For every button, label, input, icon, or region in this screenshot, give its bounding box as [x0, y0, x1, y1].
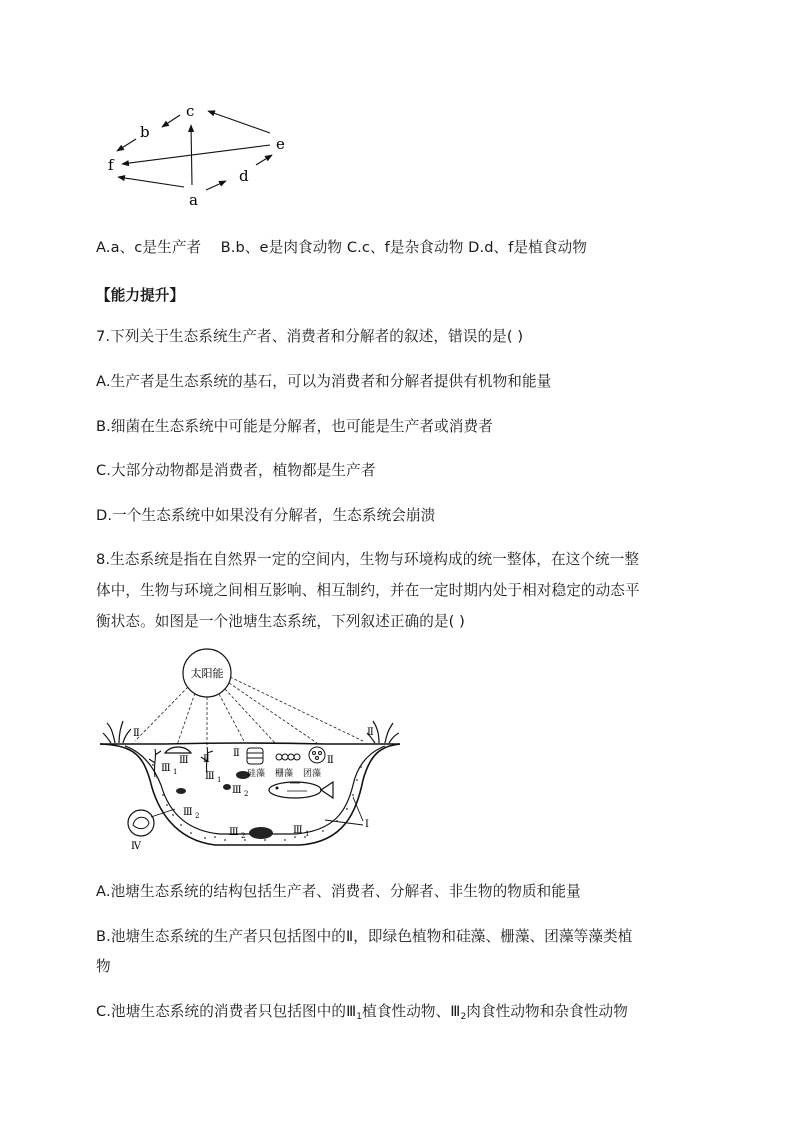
pond-basin-inner — [125, 746, 385, 834]
q8-option-c-part-2: 植食性动物、Ⅲ — [362, 1003, 461, 1020]
arrow-c-to-b — [162, 115, 180, 127]
label-sub-2-b: 2 — [195, 812, 200, 820]
label-iv: Ⅳ — [131, 841, 141, 852]
decomposer-circle — [128, 810, 154, 836]
q8-stem-line-2: 体中，生物与环境之间相互影响、相互制约，并在一定时期内处于相对稳定的动态平 — [96, 582, 640, 599]
label-sub-2-a: 2 — [244, 790, 249, 798]
node-e: e — [276, 135, 285, 153]
water-surface — [100, 743, 400, 744]
arrow-e-to-c — [208, 111, 270, 133]
label-sub-1-b: 1 — [217, 776, 222, 784]
sun-rays — [135, 677, 363, 745]
food-web-diagram — [100, 95, 300, 210]
label-ii-left: Ⅱ — [133, 728, 140, 739]
arrow-d-to-e — [256, 155, 272, 165]
arrow-a-to-d — [206, 181, 226, 190]
pond-ecosystem-figure — [95, 645, 415, 860]
label-sub-1-c: 1 — [305, 830, 310, 838]
sun-label: 太阳能 — [190, 667, 224, 680]
label-ii-water-2: Ⅱ — [233, 748, 240, 759]
node-f: f — [108, 156, 114, 174]
q6-options: A.a、c是生产者 B.b、e是肉食动物 C.c、f是杂食动物 D.d、f是植食动物 — [96, 239, 587, 256]
small-animals — [176, 771, 273, 839]
fish-shape — [269, 782, 333, 798]
arrow-b-to-f — [117, 139, 136, 151]
q8-stem-line-3: 衡状态。如图是一个池塘生态系统，下列叙述正确的是( ) — [96, 613, 465, 630]
arrow-a-to-f — [118, 177, 184, 187]
label-iii-1-a: Ⅲ — [161, 763, 171, 774]
q8-option-b-line-1: B.池塘生态系统的生产者只包括图中的Ⅱ，即绿色植物和硅藻、栅藻、团藻等藻类植 — [96, 928, 633, 945]
node-d: d — [239, 167, 249, 185]
label-iii-water-1: Ⅲ — [179, 755, 189, 766]
q8-option-a: A.池塘生态系统的结构包括生产者、消费者、分解者、非生物的物质和能量 — [96, 883, 581, 900]
snail-shape — [165, 747, 191, 753]
label-ii-right: Ⅱ — [367, 727, 374, 738]
q8-option-c-part-3: 肉食性动物和杂食性动物 — [466, 1003, 628, 1020]
label-iii-2-b: Ⅲ — [183, 807, 193, 818]
arrow-e-to-f — [122, 145, 270, 164]
label-algae-1: 硅藻 — [247, 769, 266, 779]
label-sub-2-c: 2 — [241, 832, 246, 840]
algae-symbols — [247, 747, 325, 764]
q8-option-c-sub-2: 2 — [460, 1012, 467, 1022]
node-a: a — [189, 191, 198, 209]
label-iii-2-c: Ⅲ — [229, 827, 239, 838]
q7-stem: 7.下列关于生态系统生产者、消费者和分解者的叙述，错误的是( ) — [96, 328, 524, 345]
q8-option-c — [96, 1002, 628, 1027]
q7-option-c: C.大部分动物都是消费者，植物都是生产者 — [96, 462, 376, 479]
label-algae-3: 团藻 — [303, 769, 322, 779]
q8-stem-line-1: 8.生态系统是指在自然界一定的空间内，生物与环境构成的统一整体，在这个统一整 — [96, 551, 640, 568]
q8-option-b-line-2: 物 — [96, 958, 111, 975]
label-sub-1-a: 1 — [173, 768, 178, 776]
node-c: c — [186, 102, 195, 120]
q7-option-a: A.生产者是生态系统的基石，可以为消费者和分解者提供有机物和能量 — [96, 373, 552, 390]
shore-plant-left — [103, 721, 131, 743]
q7-option-d: D.一个生态系统中如果没有分解者，生态系统会崩溃 — [96, 507, 436, 524]
label-ii-water-1: Ⅱ — [203, 754, 210, 765]
q8-option-c-part-1: C.池塘生态系统的消费者只包括图中的Ⅲ — [96, 1003, 357, 1020]
node-b: b — [140, 123, 150, 141]
section-title: 【能力提升】 — [96, 287, 185, 304]
label-iii-2-a: Ⅲ — [232, 785, 242, 796]
q8-option-c-sub-1: 1 — [356, 1012, 363, 1022]
label-algae-2: 栅藻 — [275, 769, 294, 779]
label-ii-water-3: Ⅱ — [327, 755, 334, 766]
label-iii-1-c: Ⅲ — [293, 825, 303, 836]
label-iii-1-b: Ⅲ — [205, 771, 215, 782]
q7-option-b: B.细菌在生态系统中可能是分解者，也可能是生产者或消费者 — [96, 418, 493, 435]
label-i: Ⅰ — [365, 819, 369, 830]
